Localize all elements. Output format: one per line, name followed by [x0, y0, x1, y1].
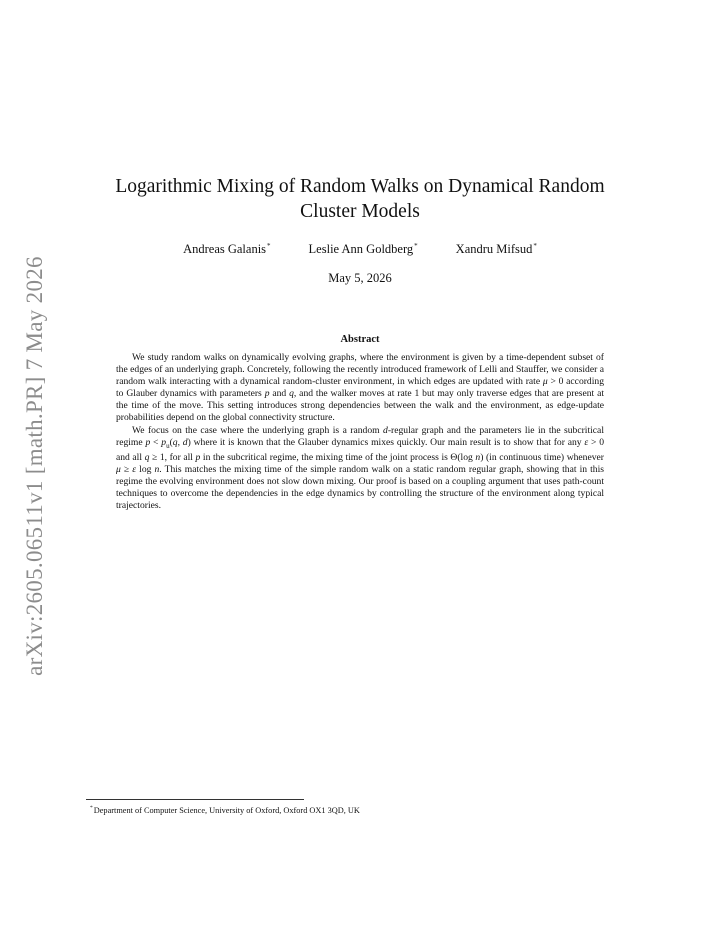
footnote-mark: * — [90, 805, 93, 811]
author-list — [110, 242, 610, 257]
author — [183, 242, 270, 257]
affiliation-mark: * — [533, 242, 537, 250]
affiliation-mark: * — [414, 242, 418, 250]
paper-title: Logarithmic Mixing of Random Walks on Dynamical Random Cluster Models — [115, 176, 605, 222]
author — [456, 242, 537, 257]
affiliation-mark: * — [267, 242, 271, 250]
author-name: Xandru Mifsud — [455, 242, 533, 256]
arxiv-identifier: arXiv:2605.06511v1 [math.PR] 7 May 2026 — [22, 256, 47, 676]
abstract-paragraph-1: We study random walks on dynamically evolving graphs, where the environment is given by a time-dependent subset of the edges of an underlying graph. Concretely, following the recently introduced framework of Lelli and Stauffer, we consider a random walk interacting with a dynamical random-cluster environment, in which edges are updated with rate μ > 0 according to Glauber dynamics with parameters p and q, and the walker moves at rate 1 but may only traverse edges that are present at the time of the move. This setting introduces strong dependencies between the walk and the environment, as edge-update probabilities depend on the global connectivity structure. — [116, 352, 604, 424]
author-name: Andreas Galanis — [183, 242, 267, 256]
paper-date: May 5, 2026 — [328, 271, 392, 285]
footnote-text: Department of Computer Science, University of Oxford, Oxford OX1 3QD, UK — [93, 806, 360, 815]
abstract-paragraph-2: We focus on the case where the underlying graph is a random d-regular graph and the parameters lie in the subcritical regime $p < p_u(q$, d) where it is known that the Glauber dynamics mixes quickly. Our main result is to show that for any ε > 0 and all q ≥ 1, for all p in the subcritical regime, the mixing time of the joint process is Θ(log n) (in continuous time) whenever μ ≥ ε log n. This matches the mixing time of the simple random walk on a static random regular graph, showing that in this regime the evolving environment does not slow down mixing. Our proof is based on a coupling argument that uses path-count techniques to overcome the dependencies in the edge dynamics by controlling the structure of the environment along typical trajectories. — [116, 424, 604, 512]
footnote — [90, 803, 590, 816]
author-name: Leslie Ann Goldberg — [308, 242, 414, 256]
abstract-body — [116, 352, 604, 512]
author — [309, 242, 418, 257]
abstract-heading: Abstract — [340, 334, 380, 345]
footnote-rule — [86, 799, 304, 800]
